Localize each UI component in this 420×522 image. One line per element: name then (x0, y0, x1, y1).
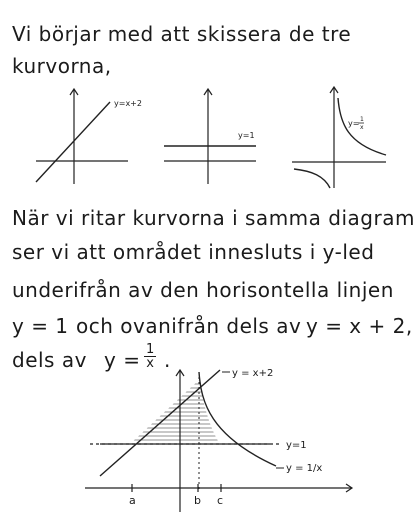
shaded-region (130, 380, 220, 444)
text-line-5: underifrån av den horisontella linjen (12, 278, 394, 302)
sketch1-label: y=x+2 (114, 99, 142, 108)
combined-diagram (80, 366, 380, 516)
fraction-numerator: 1 (146, 342, 155, 357)
sketch3-num: 1 (360, 116, 364, 123)
text-line-7a: dels av (12, 348, 87, 372)
tick-label-c: c (217, 494, 224, 507)
label-hyperbola: y = 1/x (286, 463, 323, 474)
tick-label-a: a (129, 494, 136, 507)
fraction-denominator: x (146, 356, 154, 371)
text-line-7b: y = (104, 348, 141, 372)
sketch-hyperbola (286, 84, 396, 194)
tick-label-b: b (194, 494, 201, 507)
label-horizontal: y=1 (286, 440, 307, 451)
text-line-6c: y = x + 2, (306, 314, 413, 338)
sketch3-den: x (360, 124, 364, 131)
text-line-3: När vi ritar kurvorna i samma diagram (12, 206, 415, 230)
text-line-7c: . (164, 348, 171, 372)
text-line-1: Vi börjar med att skissera de tre (12, 22, 352, 46)
sketch3-label: y= (348, 119, 360, 128)
sketch2-label: y=1 (238, 131, 255, 140)
sketch-line (32, 86, 142, 186)
text-line-6a: y = 1 (12, 314, 69, 338)
text-line-6b: och ovanifrån dels av (76, 314, 302, 338)
label-line: y = x+2 (232, 368, 274, 379)
text-line-4: ser vi att området innesluts i y-led (12, 240, 375, 264)
sketch-horizontal (158, 86, 268, 186)
text-line-2: kurvorna, (12, 54, 112, 78)
